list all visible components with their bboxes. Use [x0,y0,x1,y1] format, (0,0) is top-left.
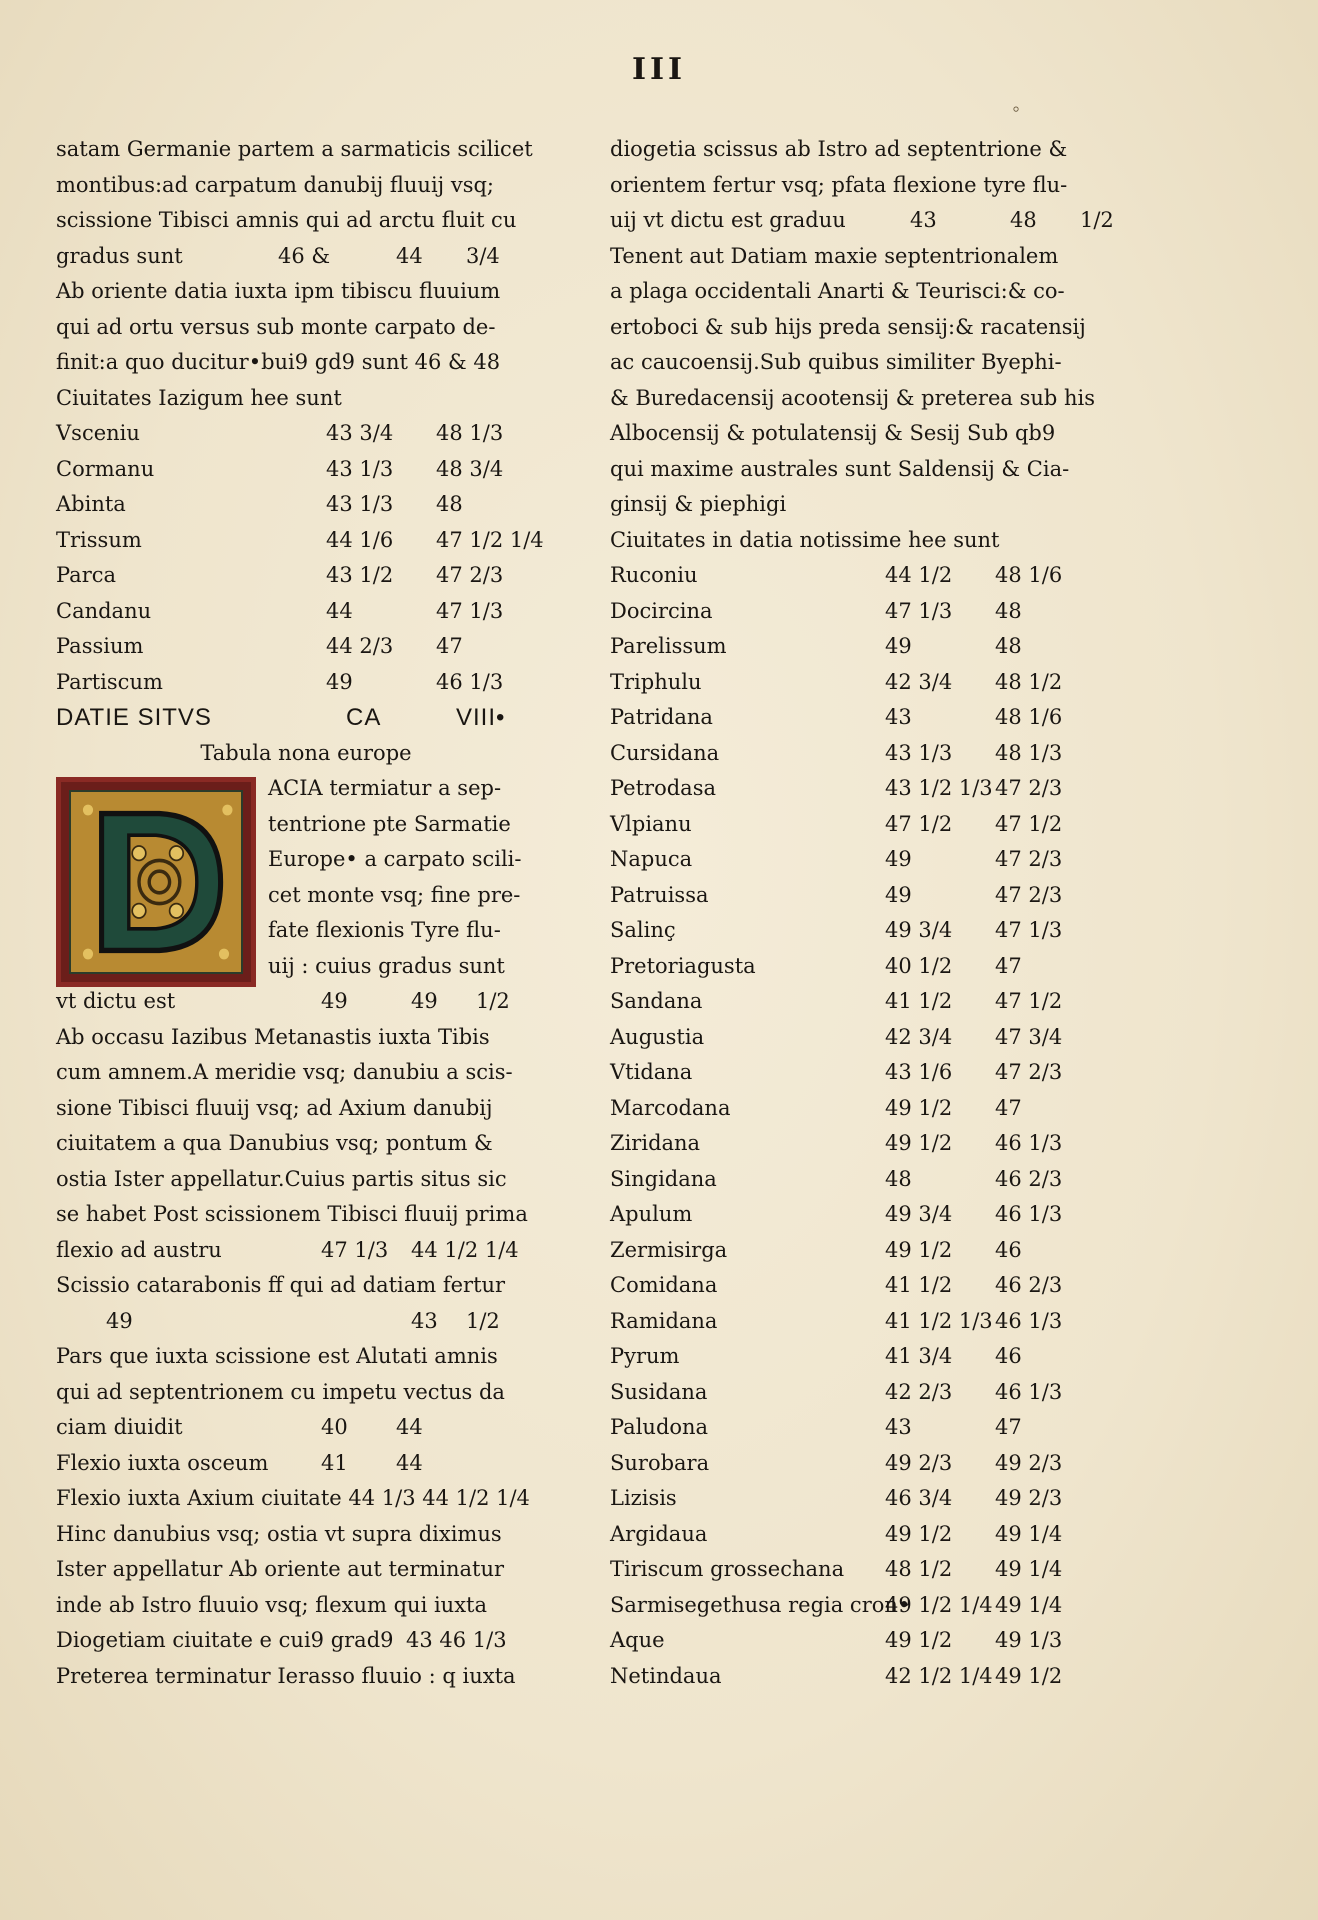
table-row [610,1091,1110,1127]
text-line: cum amnem.A meridie vsq; danubiu a scis- [56,1060,513,1084]
table-row [56,487,556,523]
city-lon: 46 3/4 [885,1486,953,1510]
city-name: Lizisis [610,1486,677,1510]
ink-mark: ⸰ [1012,102,1021,118]
text-line: tentrione pte Sarmatie [268,811,511,836]
city-lon: 48 1/2 [885,1557,953,1581]
flexio-line [56,1233,556,1269]
city-lat: 47 1/2 [995,989,1063,1013]
scissio-value-a: 49 [106,1308,133,1333]
city-name: Argidaua [610,1521,708,1546]
diogetiam-line [56,1623,556,1659]
text-line: Tenent aut Datiam maxie septentrionalem [610,243,1059,268]
text-line: Preterea terminatur Ierasso fluuio : q iuxta [56,1663,516,1688]
uij-line [610,203,1114,239]
flexio-text: flexio ad austru [56,1237,222,1262]
table-row [610,913,1110,949]
text-line: ciuitatem a qua Danubius vsq; pontum & [56,1131,493,1155]
text-line: Flexio iuxta Axium ciuitate 44 1/3 44 1/2 1/4 [56,1486,530,1510]
city-name: Netindaua [610,1663,722,1688]
table-row [610,878,1110,914]
table-row [610,771,1110,807]
city-lon: 49 1/2 [885,1628,953,1652]
table-row [610,1020,1110,1056]
city-lat: 47 [436,634,463,658]
text-line: scissione Tibisci amnis qui ad arctu fluit cu [56,208,517,232]
table-row [610,1339,1110,1375]
city-name: Singidana [610,1166,717,1191]
scissio-value-c: 1/2 [466,1308,500,1333]
oscenum-value-a: 41 [321,1450,348,1475]
table-row [610,558,1110,594]
city-lat: 47 2/3 [995,882,1063,907]
text-line: qui maxime australes sunt Saldensij & Cia- [610,456,1070,481]
city-lat: 49 1/2 [995,1663,1063,1688]
city-lat: 47 [995,1415,1022,1439]
table-row [610,1197,1110,1233]
city-lon: 41 1/2 [885,1273,953,1297]
text-line: qui ad ortu versus sub monte carpato de- [56,314,496,339]
ut-value-a: 49 [321,989,348,1013]
city-name: Aque [610,1628,665,1652]
city-lon: 44 [326,598,353,623]
gradus-value-b: 44 [396,243,423,268]
table-row [56,558,556,594]
city-lon: 49 3/4 [885,1202,953,1226]
table-row [610,665,1110,701]
city-lat: 47 3/4 [995,1024,1063,1049]
city-lat: 47 1/3 [436,598,504,623]
text-line: Ab occasu Iazibus Metanastis iuxta Tibis [56,1024,490,1049]
right-column [610,132,1114,1694]
text-line: a plaga occidentali Anarti & Teurisci:& co- [610,279,1065,303]
city-name: Apulum [610,1202,693,1226]
city-name: Surobara [610,1450,710,1475]
city-lon: 44 1/2 [885,563,953,587]
city-name: Passium [56,634,144,658]
dropcap-paragraph [56,771,556,984]
text-line: Europe• a carpato scili- [268,847,522,871]
city-name: Cormanu [56,456,155,481]
text-line: qui ad septentrionem cu impetu vectus da [56,1379,505,1404]
city-lat: 47 [995,953,1022,978]
city-lat: 46 1/3 [995,1131,1063,1155]
oscenum-text: Flexio iuxta osceum [56,1450,269,1475]
city-name: Parca [56,563,117,587]
ciam-text: ciam diuidit [56,1415,183,1439]
table-row [610,700,1110,736]
city-lon: 41 1/2 [885,989,953,1013]
left-city-table [56,416,556,700]
city-lon: 42 1/2 1/4 [885,1663,993,1688]
text-line: Ab oriente datia iuxta ipm tibiscu fluuium [56,279,501,303]
city-lat: 46 [995,1237,1022,1262]
city-name: Salinç [610,918,676,942]
city-lat: 46 2/3 [995,1166,1063,1191]
section-heading-title: DATIE SITVS [56,704,212,731]
city-lat: 48 [436,492,463,516]
oscenum-value-b: 44 [396,1450,423,1475]
city-lat: 49 1/4 [995,1592,1063,1617]
city-lon: 48 [885,1166,912,1191]
table-row [56,594,556,630]
city-lat: 47 1/3 [995,918,1063,942]
table-row [610,1233,1110,1269]
text-line: finit:a quo ducitur•bui9 gd9 sunt 46 & 48 [56,350,501,374]
city-lat: 46 1/3 [995,1202,1063,1226]
text-line: cet monte vsq; fine pre- [268,882,521,907]
folio-number: III [631,52,687,87]
city-lon: 41 3/4 [885,1344,953,1368]
table-row [610,1055,1110,1091]
table-row [610,1588,1110,1624]
city-lat: 46 1/3 [436,669,504,694]
section-heading [56,700,556,736]
text-line: orientem fertur vsq; pfata flexione tyre flu- [610,172,1068,197]
city-lat: 46 1/3 [995,1379,1063,1404]
city-lon: 49 1/2 [885,1131,953,1155]
text-line: Hinc danubius vsq; ostia vt supra diximus [56,1521,502,1546]
city-lon: 47 1/2 [885,811,953,836]
text-line: ginsij & piephigi [610,492,787,516]
table-row [610,842,1110,878]
city-lon: 43 3/4 [326,421,394,445]
ciam-value-a: 40 [321,1415,348,1439]
city-name: Patruissa [610,882,709,907]
scissio-values [56,1304,556,1340]
city-lon: 49 [326,669,353,694]
city-lat: 47 [995,1095,1022,1120]
city-name: Pretoriagusta [610,953,756,978]
table-row [610,736,1110,772]
city-lon: 44 2/3 [326,634,394,658]
city-lat: 47 2/3 [995,776,1063,800]
table-row [56,416,556,452]
section-heading-number: VIII• [456,704,506,731]
city-name: Petrodasa [610,776,716,800]
table-row [610,807,1110,843]
city-lat: 49 2/3 [995,1450,1063,1475]
city-lon: 43 1/3 [885,740,953,765]
section-heading-ca: CA [346,704,382,731]
ciam-value-b: 44 [396,1415,423,1439]
city-name: Parelissum [610,634,727,658]
city-name: Sarmisegethusa regia cron• [610,1592,911,1617]
city-lon: 43 [885,1415,912,1439]
city-lon: 49 [885,634,912,658]
city-name: Susidana [610,1379,708,1404]
city-lon: 49 [885,847,912,871]
city-lon: 40 1/2 [885,953,953,978]
table-row [610,1162,1110,1198]
table-row [610,594,1110,630]
text-line: Ciuitates in datia notissime hee sunt [610,527,1000,552]
table-row [610,1517,1110,1553]
table-row [610,1304,1110,1340]
text-line: Scissio catarabonis ff qui ad datiam fertur [56,1273,506,1297]
city-lat: 49 2/3 [995,1486,1063,1510]
city-lat: 47 2/3 [995,1060,1063,1084]
oscenum-line [56,1446,556,1482]
city-name: Patridana [610,705,713,729]
left-column [56,132,556,1694]
text-line: montibus:ad carpatum danubij fluuij vsq; [56,172,495,197]
section-subheading: Tabula nona europe [200,740,412,765]
city-name: Napuca [610,847,693,871]
text-line: ertoboci & sub hijs preda sensij:& racatensij [610,314,1086,339]
uij-text: uij vt dictu est graduu [610,208,846,232]
table-row [56,665,556,701]
city-name: Abinta [56,492,126,516]
city-lon: 43 1/2 [326,563,394,587]
gradus-text: gradus sunt [56,243,183,268]
table-row [610,1623,1110,1659]
ut-value-c: 1/2 [476,989,510,1013]
city-lat: 48 1/6 [995,705,1063,729]
table-row [610,949,1110,985]
city-name: Sandana [610,989,703,1013]
city-lon: 49 2/3 [885,1450,953,1475]
table-row [610,1268,1110,1304]
ut-value-b: 49 [411,989,438,1013]
city-name: Pyrum [610,1344,680,1368]
city-lat: 48 3/4 [436,456,504,481]
city-name: Vtidana [610,1060,693,1084]
ut-text: vt dictu est [56,989,176,1013]
city-lon: 43 1/3 [326,492,394,516]
table-row [610,1410,1110,1446]
table-row [610,1446,1110,1482]
right-city-table [610,558,1110,1694]
table-row [610,984,1110,1020]
table-row [56,452,556,488]
city-lat: 47 1/2 1/4 [436,527,544,552]
city-name: Marcodana [610,1095,731,1120]
city-name: Tiriscum grossechana [610,1557,845,1581]
city-lon: 42 2/3 [885,1379,953,1404]
city-lon: 43 [885,705,912,729]
table-row [610,1481,1110,1517]
city-name: Candanu [56,598,152,623]
city-lat: 47 2/3 [995,847,1063,871]
city-lat: 49 1/3 [995,1628,1063,1652]
text-line: sione Tibisci fluuij vsq; ad Axium danubij [56,1095,493,1120]
city-name: Paludona [610,1415,709,1439]
text-line: ac caucoensij.Sub quibus similiter Byephi- [610,350,1062,374]
city-name: Ruconiu [610,563,698,587]
text-line: uij : cuius gradus sunt [268,953,505,978]
diogetiam-value: 43 46 1/3 [406,1628,507,1652]
uij-value-a: 43 [910,208,937,232]
flexio-value-b: 44 1/2 1/4 [411,1237,519,1262]
text-line: diogetia scissus ab Istro ad septentrione & [610,137,1068,161]
city-name: Comidana [610,1273,718,1297]
text-line: & Buredacensij acootensij & preterea sub his [610,385,1096,410]
city-lat: 48 1/3 [995,740,1063,765]
city-lon: 41 1/2 1/3 [885,1308,993,1333]
gradus-line [56,239,556,275]
text-line: ACIA termiatur a sep- [268,776,502,800]
city-lat: 48 [995,598,1022,623]
city-lon: 43 1/6 [885,1060,953,1084]
city-lat: 47 2/3 [436,563,504,587]
city-lat: 48 1/6 [995,563,1063,587]
text-line: Pars que iuxta scissione est Alutati amnis [56,1344,498,1368]
table-row [610,629,1110,665]
city-lon: 43 1/3 [326,456,394,481]
flexio-value-a: 47 1/3 [321,1237,389,1262]
city-lon: 49 [885,882,912,907]
uij-value-c: 1/2 [1080,208,1114,232]
city-lon: 42 3/4 [885,1024,953,1049]
city-name: Ramidana [610,1308,718,1333]
table-row [610,1126,1110,1162]
city-lon: 44 1/6 [326,527,394,552]
city-lon: 42 3/4 [885,669,953,694]
text-line: ostia Ister appellatur.Cuius partis situs sic [56,1166,507,1191]
city-lat: 47 1/2 [995,811,1063,836]
city-name: Augustia [610,1024,705,1049]
table-row [56,629,556,665]
city-lat: 48 1/3 [436,421,504,445]
city-lat: 46 2/3 [995,1273,1063,1297]
text-line: Ister appellatur Ab oriente aut terminatur [56,1557,505,1581]
uij-value-b: 48 [1010,208,1037,232]
city-name: Cursidana [610,740,720,765]
gradus-value-c: 3/4 [466,243,500,268]
city-lon: 43 1/2 1/3 [885,776,993,800]
city-name: Zermisirga [610,1237,728,1262]
text-line: inde ab Istro fluuio vsq; flexum qui iuxta [56,1592,488,1617]
city-name: Trissum [56,527,142,552]
city-lon: 49 1/2 [885,1521,953,1546]
table-row [610,1552,1110,1588]
city-lat: 48 [995,634,1022,658]
ciam-line [56,1410,556,1446]
text-line: Ciuitates Iazigum hee sunt [56,385,342,410]
city-lat: 46 1/3 [995,1308,1063,1333]
text-line: satam Germanie partem a sarmaticis scilicet [56,137,533,161]
city-name: Vsceniu [56,421,140,445]
city-lat: 46 [995,1344,1022,1368]
city-name: Vlpianu [610,811,692,836]
city-name: Triphulu [610,669,702,694]
table-row [610,1659,1110,1695]
city-lat: 49 1/4 [995,1557,1063,1581]
diogetiam-text: Diogetiam ciuitate e cui9 grad9 [56,1628,394,1652]
city-name: Partiscum [56,669,163,694]
city-lon: 49 1/2 [885,1237,953,1262]
city-lon: 47 1/3 [885,598,953,623]
text-line: fate flexionis Tyre flu- [268,918,501,942]
text-line: se habet Post scissionem Tibisci fluuij prima [56,1202,528,1226]
gradus-value-a: 46 & [278,243,331,268]
city-lat: 49 1/4 [995,1521,1063,1546]
city-lon: 49 3/4 [885,918,953,942]
city-lon: 49 1/2 [885,1095,953,1120]
city-lat: 48 1/2 [995,669,1063,694]
table-row [610,1375,1110,1411]
ut-line [56,984,556,1020]
city-name: Docircina [610,598,713,623]
table-row [56,523,556,559]
city-lon: 49 1/2 1/4 [885,1592,993,1617]
city-name: Ziridana [610,1131,701,1155]
text-line: Albocensij & potulatensij & Sesij Sub qb9 [610,421,1056,445]
scissio-value-b: 43 [411,1308,438,1333]
